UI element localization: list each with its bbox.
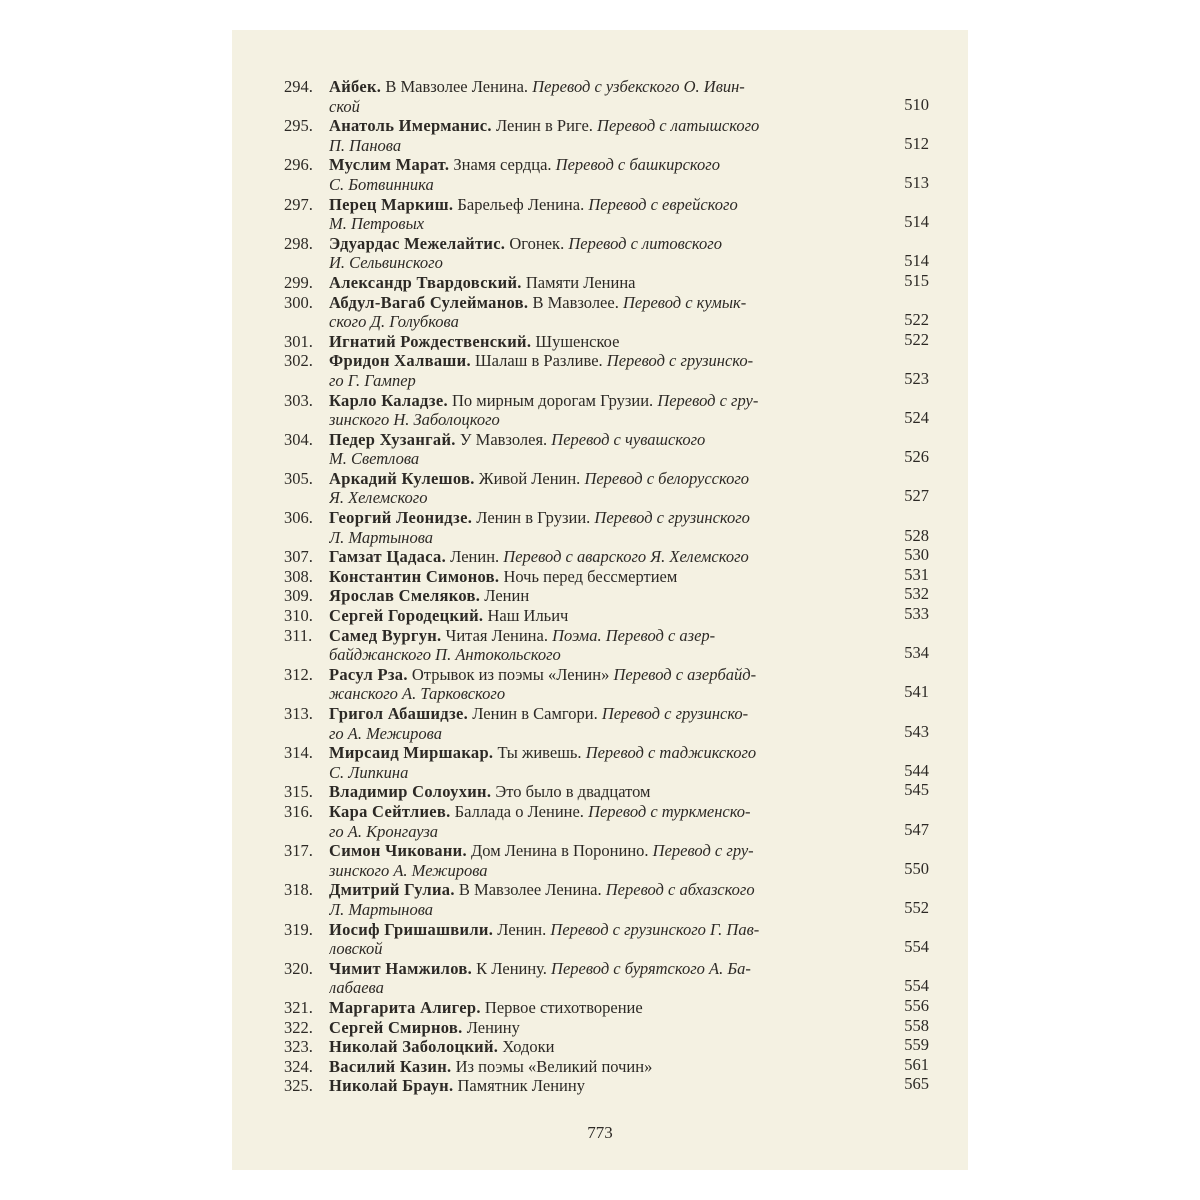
entry-line <box>329 547 929 567</box>
toc-entry <box>284 920 929 959</box>
entry-number: 320. <box>284 958 313 978</box>
entry-title: Ленин в Грузии. <box>472 508 595 528</box>
entry-line <box>329 253 929 273</box>
entry-line <box>329 469 929 489</box>
entry-line <box>329 880 929 900</box>
entry-page-number: 544 <box>900 761 929 781</box>
toc-entry <box>284 841 929 880</box>
entry-number: 313. <box>284 704 313 723</box>
toc-entry <box>284 1054 929 1077</box>
entry-translation: зинского Н. Заболоцкого <box>329 410 500 430</box>
entry-page-number: 558 <box>900 1016 929 1036</box>
toc-entry <box>284 564 929 587</box>
entry-line <box>329 1057 929 1077</box>
entry-number: 311. <box>284 625 313 645</box>
entry-author: Педер Хузангай. <box>329 429 456 449</box>
entry-author: Сергей Городецкий. <box>329 606 484 626</box>
entry-translation: Перевод с азербайд- <box>613 664 757 684</box>
entry-line <box>329 861 929 881</box>
toc-entry <box>284 293 929 332</box>
toc-entry <box>284 508 929 547</box>
entry-title: Ленин. <box>446 547 504 567</box>
entry-line <box>329 371 929 391</box>
toc-entry <box>284 626 929 665</box>
toc-entry <box>284 547 929 567</box>
entry-page-number: 510 <box>900 95 929 115</box>
entry-line <box>329 822 929 842</box>
entry-number: 299. <box>284 272 313 292</box>
entry-author: Константин Симонов. <box>329 566 500 586</box>
entry-translation: С. Липкина <box>329 762 409 782</box>
entry-line <box>329 998 929 1018</box>
entry-page-number: 522 <box>900 310 929 330</box>
entry-line <box>329 488 929 508</box>
entry-author: Игнатий Рождественский. <box>329 331 532 351</box>
entry-page-number: 531 <box>900 565 929 585</box>
entry-number: 307. <box>284 547 313 567</box>
entry-page-number: 543 <box>900 722 929 742</box>
entry-translation: П. Панова <box>329 135 402 155</box>
entry-line <box>329 959 929 979</box>
entry-line <box>329 136 929 156</box>
entry-line <box>329 978 929 998</box>
entry-number: 294. <box>284 77 313 96</box>
entry-title: К Ленину. <box>472 958 552 978</box>
toc-entry <box>284 329 929 352</box>
toc-entry <box>284 995 929 1018</box>
entry-translation: Перевод с башкирского <box>555 155 720 175</box>
entry-page-number: 514 <box>900 212 929 232</box>
toc-entry <box>284 77 929 116</box>
entry-page-number: 561 <box>900 1055 929 1075</box>
entry-translation: го А. Кронгауза <box>329 821 439 841</box>
entry-line <box>329 841 929 861</box>
entry-page-number: 533 <box>900 604 929 624</box>
entry-author: Григол Абашидзе. <box>329 704 469 723</box>
entry-author: Аркадий Кулешов. <box>329 468 475 488</box>
entry-number: 324. <box>284 1056 313 1076</box>
entry-author: Маргарита Алигер. <box>329 997 481 1017</box>
entry-author: Василий Казин. <box>329 1056 452 1076</box>
entry-translation: М. Светлова <box>329 449 420 469</box>
entry-number: 297. <box>284 194 313 214</box>
entry-translation: Перевод с латышского <box>597 116 760 136</box>
entry-line <box>329 528 929 548</box>
entry-author: Иосиф Гришашвили. <box>329 919 494 939</box>
entry-translation: жанского А. Тарковского <box>329 684 506 704</box>
entry-author: Муслим Марат. <box>329 155 450 175</box>
entry-title: Из поэмы «Великий почин» <box>451 1056 653 1076</box>
entry-translation: Я. Хелемского <box>329 488 428 508</box>
entry-number: 304. <box>284 429 313 449</box>
entry-translation: лабаева <box>329 978 384 998</box>
entry-author: Николай Браун. <box>329 1076 454 1096</box>
toc-entry <box>284 1076 929 1096</box>
entry-title: В Мавзолее. <box>528 292 623 312</box>
entry-page-number: 528 <box>900 526 929 546</box>
entry-number: 318. <box>284 880 313 900</box>
entry-author: Гамзат Цадаса. <box>329 547 447 567</box>
entry-author: Айбек. <box>329 77 382 96</box>
entry-translation: го А. Межирова <box>329 723 442 743</box>
entry-author: Самед Вургун. <box>329 625 442 645</box>
entry-translation: И. Сельвинского <box>329 253 443 273</box>
entry-page-number: 526 <box>900 447 929 467</box>
entry-number: 316. <box>284 801 313 821</box>
entry-translation: ской <box>329 96 360 116</box>
entry-title: Барельеф Ленина. <box>453 194 589 214</box>
toc-entry <box>284 606 929 626</box>
entry-line <box>329 410 929 430</box>
entry-translation: Перевод с бурятского А. Ба- <box>551 958 751 978</box>
entry-translation: Перевод с литовского <box>568 233 722 253</box>
entry-title: Наш Ильич <box>483 606 569 626</box>
entry-translation: Поэма. Перевод с азер- <box>552 625 716 645</box>
entry-line <box>329 586 929 606</box>
toc-entry <box>284 704 929 743</box>
entry-translation: Перевод с абхазского <box>605 880 755 900</box>
entry-translation: Перевод с гру- <box>652 841 754 861</box>
entry-translation: байджанского П. Антокольского <box>329 645 561 665</box>
entry-page-number: 530 <box>900 545 929 565</box>
entry-number: 295. <box>284 116 313 136</box>
toc-entry <box>284 116 929 155</box>
entry-title: У Мавзолея. <box>455 429 552 449</box>
entry-title: По мирным дорогам Грузии. <box>447 390 658 410</box>
entry-number: 300. <box>284 292 313 312</box>
entry-title: В Мавзолее Ленина. <box>381 77 533 96</box>
entry-author: Симон Чиковани. <box>329 841 467 861</box>
entry-translation: Перевод с чувашского <box>551 429 706 449</box>
entry-author: Перец Маркиш. <box>329 194 454 214</box>
entry-line <box>329 684 929 704</box>
entry-line <box>329 567 929 587</box>
entry-number: 325. <box>284 1076 313 1096</box>
entry-author: Чимит Намжилов. <box>329 958 473 978</box>
entry-line <box>329 77 929 97</box>
entry-number: 309. <box>284 586 313 606</box>
toc-entry <box>284 391 929 430</box>
entry-translation: ловской <box>329 939 383 959</box>
entry-translation: Перевод с туркменско- <box>588 801 751 821</box>
entry-line <box>329 802 929 822</box>
entry-author: Николай Заболоцкий. <box>329 1037 499 1057</box>
entry-line <box>329 665 929 685</box>
entry-title: Знамя сердца. <box>449 155 556 175</box>
entry-page-number: 524 <box>900 408 929 428</box>
toc-entry <box>284 270 929 293</box>
entry-line <box>329 312 929 332</box>
entry-author: Александр Твардовский. <box>329 272 522 292</box>
entry-translation: Перевод с таджикского <box>585 743 757 763</box>
entry-title: Баллада о Ленине. <box>450 801 589 821</box>
table-of-contents <box>284 77 929 1096</box>
entry-page-number: 547 <box>900 820 929 840</box>
entry-page-number: 532 <box>900 584 929 604</box>
entry-line <box>329 332 929 352</box>
entry-title: Первое стихотворение <box>480 997 643 1017</box>
entry-title: Ленин в Риге. <box>491 116 598 136</box>
entry-number: 315. <box>284 782 313 802</box>
entry-line <box>329 195 929 215</box>
entry-line <box>329 900 929 920</box>
entry-translation: Перевод с узбекского О. Ивин- <box>532 77 745 96</box>
entry-translation: Перевод с грузинского <box>594 508 750 528</box>
entry-number: 305. <box>284 468 313 488</box>
entry-title: Шалаш в Разливе. <box>470 351 607 371</box>
entry-title: Ленин <box>480 586 530 606</box>
entry-author: Кара Сейтлиев. <box>329 801 451 821</box>
entry-page-number: 559 <box>900 1035 929 1055</box>
entry-number: 303. <box>284 390 313 410</box>
entry-author: Сергей Смирнов. <box>329 1017 463 1037</box>
entry-page-number: 554 <box>900 937 929 957</box>
entry-title: Это было в двадцатом <box>491 782 651 802</box>
toc-entry <box>284 155 929 194</box>
entry-line <box>329 1037 929 1057</box>
toc-entry <box>284 351 929 390</box>
entry-page-number: 527 <box>900 486 929 506</box>
entry-author: Фридон Халваши. <box>329 351 471 371</box>
entry-title: Памятник Ленину <box>453 1076 585 1096</box>
entry-title: Ленин. <box>493 919 551 939</box>
book-page <box>232 30 968 1170</box>
entry-number: 310. <box>284 606 313 626</box>
entry-number: 317. <box>284 841 313 861</box>
entry-line <box>329 606 929 626</box>
entry-line <box>329 351 929 371</box>
entry-title: Живой Ленин. <box>474 468 585 488</box>
entry-page-number: 515 <box>900 271 929 291</box>
entry-number: 323. <box>284 1037 313 1057</box>
toc-entry <box>284 782 929 802</box>
entry-number: 302. <box>284 351 313 371</box>
entry-line <box>329 273 929 293</box>
entry-line <box>329 430 929 450</box>
toc-entry <box>284 743 929 782</box>
entry-line <box>329 743 929 763</box>
entry-number: 296. <box>284 155 313 175</box>
entry-line <box>329 391 929 411</box>
entry-author: Георгий Леонидзе. <box>329 508 473 528</box>
entry-page-number: 545 <box>900 780 929 800</box>
entry-title: Ленину <box>462 1017 520 1037</box>
entry-translation: Л. Мартынова <box>329 899 434 919</box>
entry-line <box>329 782 929 802</box>
entry-line <box>329 939 929 959</box>
entry-translation: ского Д. Голубкова <box>329 312 459 332</box>
entry-number: 319. <box>284 919 313 939</box>
entry-author: Карло Каладзе. <box>329 390 448 410</box>
entry-title: Ночь перед бессмертием <box>499 566 678 586</box>
entry-translation: Перевод с грузинско- <box>601 704 749 723</box>
entry-line <box>329 234 929 254</box>
entry-translation: Перевод с кумык- <box>622 292 747 312</box>
entry-title: Отрывок из поэмы «Ленин» <box>407 664 614 684</box>
entry-line <box>329 1018 929 1038</box>
toc-entry <box>284 469 929 508</box>
entry-page-number: 554 <box>900 976 929 996</box>
entry-number: 314. <box>284 743 313 763</box>
entry-line <box>329 1076 929 1096</box>
entry-title: Шушенское <box>531 331 620 351</box>
entry-author: Абдул-Вагаб Сулейманов. <box>329 292 529 312</box>
entry-translation: Перевод с гру- <box>657 390 759 410</box>
entry-title: Ходоки <box>498 1037 555 1057</box>
toc-entry <box>284 665 929 704</box>
entry-page-number: 556 <box>900 996 929 1016</box>
toc-entry <box>284 959 929 998</box>
entry-author: Ярослав Смеляков. <box>329 586 481 606</box>
entry-line <box>329 920 929 940</box>
toc-entry <box>284 802 929 841</box>
entry-line <box>329 626 929 646</box>
entry-line <box>329 724 929 744</box>
entry-line <box>329 175 929 195</box>
entry-number: 306. <box>284 508 313 528</box>
entry-number: 301. <box>284 331 313 351</box>
toc-entry <box>284 430 929 469</box>
toc-entry <box>284 586 929 606</box>
entry-title: Ленин в Самгори. <box>468 704 602 723</box>
entry-translation: Перевод с еврейского <box>588 194 738 214</box>
entry-page-number: 550 <box>900 859 929 879</box>
entry-line <box>329 763 929 783</box>
entry-title: Огонек. <box>505 233 569 253</box>
entry-number: 298. <box>284 233 313 253</box>
entry-author: Дмитрий Гулиа. <box>329 880 455 900</box>
entry-title: В Мавзолее Ленина. <box>454 880 606 900</box>
entry-author: Расул Рза. <box>329 664 408 684</box>
entry-page-number: 523 <box>900 369 929 389</box>
entry-line <box>329 155 929 175</box>
page-number: 773 <box>587 1123 613 1142</box>
entry-line <box>329 645 929 665</box>
entry-translation: Л. Мартынова <box>329 527 434 547</box>
entry-line <box>329 704 929 724</box>
entry-page-number: 565 <box>900 1074 929 1094</box>
entry-page-number: 534 <box>900 643 929 663</box>
entry-line <box>329 214 929 234</box>
entry-title: Читая Ленина. <box>441 625 553 645</box>
entry-line <box>329 293 929 313</box>
entry-line <box>329 449 929 469</box>
entry-number: 312. <box>284 664 313 684</box>
entry-page-number: 512 <box>900 134 929 154</box>
entry-line <box>329 116 929 136</box>
entry-page-number: 513 <box>900 173 929 193</box>
entry-page-number: 514 <box>900 251 929 271</box>
entry-author: Эдуардас Межелайтис. <box>329 233 506 253</box>
entry-page-number: 541 <box>900 682 929 702</box>
entry-number: 322. <box>284 1017 313 1037</box>
entry-translation: Перевод с аварского Я. Хелемского <box>503 547 749 567</box>
entry-translation: Перевод с грузинско- <box>606 351 754 371</box>
toc-entry <box>284 234 929 273</box>
entry-title: Дом Ленина в Поронино. <box>466 841 653 861</box>
entry-translation: С. Ботвинника <box>329 174 434 194</box>
toc-entry <box>284 1037 929 1057</box>
entry-translation: го Г. Гампер <box>329 370 416 390</box>
entry-translation: зинского А. Межирова <box>329 860 488 880</box>
entry-line <box>329 508 929 528</box>
entry-line <box>329 97 929 117</box>
entry-translation: Перевод с белорусского <box>584 468 750 488</box>
entry-author: Анатоль Имерманис. <box>329 116 492 136</box>
entry-page-number: 522 <box>900 330 929 350</box>
entry-author: Мирсаид Миршакар. <box>329 743 494 763</box>
entry-title: Памяти Ленина <box>521 272 636 292</box>
toc-entry <box>284 195 929 234</box>
entry-number: 321. <box>284 997 313 1017</box>
entry-translation: Перевод с грузинского Г. Пав- <box>550 919 760 939</box>
entry-title: Ты живешь. <box>493 743 586 763</box>
entry-page-number: 552 <box>900 898 929 918</box>
toc-entry <box>284 880 929 919</box>
entry-number: 308. <box>284 566 313 586</box>
entry-author: Владимир Солоухин. <box>329 782 492 802</box>
toc-entry <box>284 1015 929 1038</box>
entry-translation: М. Петровых <box>329 214 425 234</box>
